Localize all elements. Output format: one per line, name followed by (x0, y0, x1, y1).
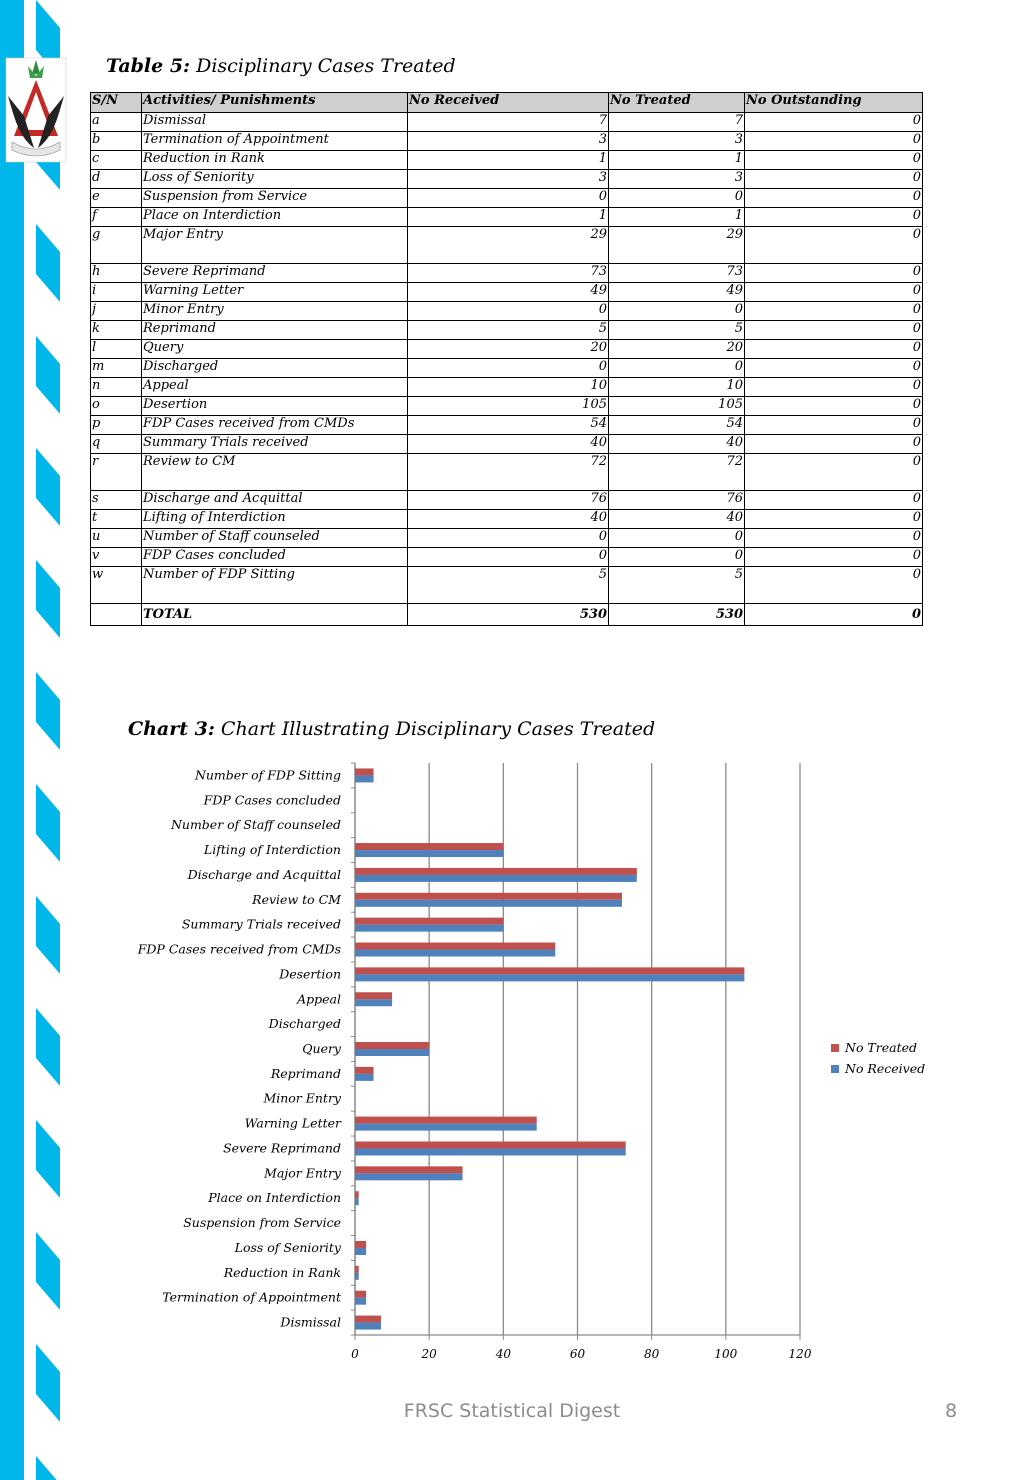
y-category-label: Dismissal (280, 1314, 341, 1330)
bar-no-treated (355, 1241, 366, 1248)
cell-activity: Lifting of Interdiction (142, 510, 408, 529)
y-category-label: Place on Interdiction (208, 1190, 341, 1206)
cell-treated: 54 (609, 416, 745, 435)
bar-no-treated (355, 893, 622, 900)
x-tick-label: 120 (788, 1347, 812, 1361)
bar-no-treated (355, 768, 374, 775)
y-category-label: Summary Trials received (181, 916, 341, 932)
cell-activity: Summary Trials received (142, 435, 408, 454)
cell-treated: 10 (609, 378, 745, 397)
table-row (91, 359, 923, 378)
x-tick-label: 80 (644, 1347, 660, 1361)
bar-no-received (355, 1248, 366, 1255)
cell-activity: Reduction in Rank (142, 151, 408, 170)
cell-activity: Suspension from Service (142, 189, 408, 208)
cell-received: 49 (408, 283, 609, 302)
cell-treated: 0 (609, 529, 745, 548)
y-category-label: Lifting of Interdiction (203, 842, 341, 858)
total-received: 530 (408, 604, 609, 626)
x-tick-label: 60 (569, 1347, 586, 1361)
bar-no-treated (355, 1042, 429, 1049)
cell-sn: g (91, 227, 142, 264)
cell-activity: Discharge and Acquittal (142, 491, 408, 510)
table-row (91, 227, 923, 264)
table-row (91, 510, 923, 529)
x-tick-label: 40 (495, 1347, 511, 1361)
table-body (91, 113, 923, 626)
total-treated: 530 (609, 604, 745, 626)
cell-received: 1 (408, 208, 609, 227)
bar-no-treated (355, 1117, 537, 1124)
bar-no-received (355, 850, 503, 857)
y-category-label: Reduction in Rank (223, 1264, 341, 1280)
bar-no-treated (355, 1141, 626, 1148)
cell-activity: Review to CM (142, 454, 408, 491)
bar-no-received (355, 775, 374, 782)
cell-treated: 40 (609, 435, 745, 454)
table-title-text: Disciplinary Cases Treated (190, 55, 456, 77)
disciplinary-cases-table (90, 92, 923, 626)
cell-sn: e (91, 189, 142, 208)
header-outstanding: No Outstanding (745, 93, 923, 113)
stripe-chevron (36, 1456, 60, 1480)
y-category-label: Major Entry (264, 1165, 341, 1181)
bar-no-treated (355, 1191, 359, 1198)
cell-received: 0 (408, 189, 609, 208)
cell-sn: r (91, 454, 142, 491)
bar-no-treated (355, 1067, 374, 1074)
cell-received: 20 (408, 340, 609, 359)
table-row (91, 567, 923, 604)
x-tick-label: 100 (714, 1347, 738, 1361)
stripe-chevron (36, 560, 60, 638)
bar-no-received (355, 875, 637, 882)
table-row (91, 340, 923, 359)
stripe-chevron (36, 448, 60, 526)
table-row (91, 132, 923, 151)
bar-no-treated (355, 1316, 381, 1323)
cell-treated: 3 (609, 132, 745, 151)
cell-treated: 0 (609, 189, 745, 208)
y-category-label: Loss of Seniority (234, 1239, 341, 1255)
stripe-chevron (36, 336, 60, 414)
legend-label: No Treated (845, 1040, 918, 1055)
bar-no-received (355, 900, 622, 907)
cell-received: 3 (408, 170, 609, 189)
bar-no-treated (355, 967, 744, 974)
cell-received: 7 (408, 113, 609, 132)
cell-treated: 105 (609, 397, 745, 416)
cell-received: 5 (408, 321, 609, 340)
table-row (91, 491, 923, 510)
cell-activity: Discharged (142, 359, 408, 378)
cell-sn: v (91, 548, 142, 567)
table-row (91, 264, 923, 283)
y-category-label: Appeal (297, 991, 341, 1007)
bar-no-treated (355, 843, 503, 850)
cell-outstanding: 0 (745, 321, 923, 340)
bar-no-treated (355, 1266, 359, 1273)
cell-outstanding: 0 (745, 435, 923, 454)
cell-treated: 20 (609, 340, 745, 359)
cell-sn: u (91, 529, 142, 548)
table-row (91, 151, 923, 170)
bar-no-received (355, 1198, 359, 1205)
cell-received: 73 (408, 264, 609, 283)
cell-sn: q (91, 435, 142, 454)
bar-no-treated (355, 1166, 463, 1173)
cell-received: 72 (408, 454, 609, 491)
table-title-prefix: Table 5: (106, 55, 191, 77)
cell-outstanding: 0 (745, 189, 923, 208)
stripe-chevron (36, 896, 60, 974)
cell-outstanding: 0 (745, 454, 923, 491)
cell-received: 40 (408, 510, 609, 529)
table-row (91, 435, 923, 454)
y-category-label: Discharge and Acquittal (187, 866, 341, 882)
bar-no-received (355, 999, 392, 1006)
cell-treated: 40 (609, 510, 745, 529)
bar-no-received (355, 1173, 463, 1180)
cell-sn: i (91, 283, 142, 302)
cell-received: 0 (408, 548, 609, 567)
table-row (91, 113, 923, 132)
y-category-label: Desertion (279, 966, 341, 982)
bar-no-received (355, 1323, 381, 1330)
y-category-label: Discharged (268, 1016, 341, 1032)
cell-sn: a (91, 113, 142, 132)
header-received: No Received (408, 93, 609, 113)
y-category-label: Number of Staff counseled (170, 817, 341, 833)
cell-sn: t (91, 510, 142, 529)
side-stripe-decoration (0, 0, 62, 1480)
chart-title (128, 718, 655, 740)
table-row (91, 302, 923, 321)
cell-received: 1 (408, 151, 609, 170)
legend-label: No Received (845, 1061, 926, 1076)
cell-outstanding: 0 (745, 416, 923, 435)
stripe-chevron (36, 1120, 60, 1198)
page-number: 8 (945, 1400, 958, 1422)
legend-swatch (831, 1065, 839, 1073)
cell-sn: p (91, 416, 142, 435)
table-title (106, 55, 456, 77)
cell-activity: Number of FDP Sitting (142, 567, 408, 604)
header-treated: No Treated (609, 93, 745, 113)
y-category-label: Termination of Appointment (162, 1289, 341, 1305)
table-row (91, 283, 923, 302)
cell-sn: h (91, 264, 142, 283)
y-category-label: FDP Cases concluded (203, 792, 341, 808)
bar-no-received (355, 1298, 366, 1305)
table-row (91, 170, 923, 189)
cell-outstanding: 0 (745, 378, 923, 397)
cell-outstanding: 0 (745, 151, 923, 170)
table-row (91, 416, 923, 435)
cell-sn: m (91, 359, 142, 378)
table-header-row (91, 93, 923, 113)
cell-sn (91, 604, 142, 626)
stripe-chevron (36, 1008, 60, 1086)
y-category-label: Warning Letter (244, 1115, 341, 1131)
footer-text: FRSC Statistical Digest (403, 1400, 621, 1422)
cell-received: 40 (408, 435, 609, 454)
cell-outstanding: 0 (745, 397, 923, 416)
cell-received: 0 (408, 302, 609, 321)
bar-no-received (355, 1148, 626, 1155)
cell-sn: o (91, 397, 142, 416)
cell-treated: 0 (609, 359, 745, 378)
cell-received: 5 (408, 567, 609, 604)
table-row (91, 321, 923, 340)
cell-activity: Dismissal (142, 113, 408, 132)
y-category-label: Severe Reprimand (223, 1140, 341, 1156)
frsc-logo (4, 56, 68, 164)
cell-outstanding: 0 (745, 359, 923, 378)
table-row (91, 454, 923, 491)
stripe-chevron (36, 1232, 60, 1310)
table-row (91, 208, 923, 227)
bar-no-received (355, 1074, 374, 1081)
bar-no-treated (355, 1291, 366, 1298)
x-tick-label: 20 (421, 1347, 437, 1361)
cell-treated: 1 (609, 151, 745, 170)
cell-outstanding: 0 (745, 227, 923, 264)
cell-treated: 7 (609, 113, 745, 132)
cell-treated: 0 (609, 302, 745, 321)
cell-treated: 5 (609, 321, 745, 340)
cell-sn: k (91, 321, 142, 340)
cell-received: 10 (408, 378, 609, 397)
y-category-label: Reprimand (270, 1065, 341, 1081)
y-category-label: Suspension from Service (183, 1215, 341, 1231)
cell-sn: j (91, 302, 142, 321)
cell-outstanding: 0 (745, 567, 923, 604)
cell-treated: 73 (609, 264, 745, 283)
cell-treated: 3 (609, 170, 745, 189)
y-category-label: Review to CM (252, 891, 341, 907)
header-sn: S/N (91, 93, 142, 113)
cell-outstanding: 0 (745, 264, 923, 283)
total-label: TOTAL (142, 604, 408, 626)
cell-received: 29 (408, 227, 609, 264)
bar-no-received (355, 1049, 429, 1056)
cell-treated: 72 (609, 454, 745, 491)
y-category-label: Query (302, 1041, 341, 1056)
cell-activity: Major Entry (142, 227, 408, 264)
table-row (91, 189, 923, 208)
bar-no-treated (355, 992, 392, 999)
cell-outstanding: 0 (745, 529, 923, 548)
cell-sn: f (91, 208, 142, 227)
cell-outstanding: 0 (745, 491, 923, 510)
cell-sn: w (91, 567, 142, 604)
bar-no-received (355, 1124, 537, 1131)
cell-activity: FDP Cases concluded (142, 548, 408, 567)
stripe-chevron (36, 224, 60, 302)
bar-no-treated (355, 943, 555, 950)
cell-received: 76 (408, 491, 609, 510)
table-total-row (91, 604, 923, 626)
cell-activity: Appeal (142, 378, 408, 397)
cell-sn: s (91, 491, 142, 510)
y-category-label: FDP Cases received from CMDs (137, 941, 341, 957)
cell-outstanding: 0 (745, 132, 923, 151)
cell-treated: 0 (609, 548, 745, 567)
cell-activity: Loss of Seniority (142, 170, 408, 189)
x-tick-label: 0 (351, 1347, 359, 1361)
bar-no-received (355, 950, 555, 957)
stripe-chevron (36, 784, 60, 862)
cell-treated: 76 (609, 491, 745, 510)
bar-no-received (355, 925, 503, 932)
table-row (91, 529, 923, 548)
cell-sn: b (91, 132, 142, 151)
cell-activity: Minor Entry (142, 302, 408, 321)
cell-activity: Place on Interdiction (142, 208, 408, 227)
cell-received: 0 (408, 529, 609, 548)
cell-activity: Query (142, 340, 408, 359)
legend-swatch (831, 1044, 839, 1052)
total-outstanding: 0 (745, 604, 923, 626)
cell-received: 105 (408, 397, 609, 416)
stripe-chevron (36, 672, 60, 750)
bar-no-received (355, 974, 744, 981)
chart-title-text: Chart Illustrating Disciplinary Cases Treated (214, 718, 656, 740)
cell-outstanding: 0 (745, 340, 923, 359)
cell-outstanding: 0 (745, 510, 923, 529)
cell-outstanding: 0 (745, 283, 923, 302)
cell-sn: n (91, 378, 142, 397)
cell-sn: l (91, 340, 142, 359)
table-row (91, 397, 923, 416)
cell-received: 54 (408, 416, 609, 435)
header-activity: Activities/ Punishments (142, 93, 408, 113)
cell-activity: Warning Letter (142, 283, 408, 302)
cell-outstanding: 0 (745, 302, 923, 321)
cell-treated: 49 (609, 283, 745, 302)
bar-no-treated (355, 918, 503, 925)
table-row (91, 548, 923, 567)
cell-activity: Reprimand (142, 321, 408, 340)
cell-treated: 1 (609, 208, 745, 227)
cell-sn: d (91, 170, 142, 189)
cell-activity: Termination of Appointment (142, 132, 408, 151)
cell-activity: Number of Staff counseled (142, 529, 408, 548)
cell-received: 3 (408, 132, 609, 151)
cell-activity: Desertion (142, 397, 408, 416)
cell-outstanding: 0 (745, 170, 923, 189)
bar-no-treated (355, 868, 637, 875)
cell-outstanding: 0 (745, 208, 923, 227)
table-row (91, 378, 923, 397)
cell-outstanding: 0 (745, 548, 923, 567)
cell-activity: Severe Reprimand (142, 264, 408, 283)
cell-treated: 5 (609, 567, 745, 604)
cell-received: 0 (408, 359, 609, 378)
cell-outstanding: 0 (745, 113, 923, 132)
y-category-label: Number of FDP Sitting (194, 767, 341, 783)
chart-title-prefix: Chart 3: (128, 718, 215, 740)
bar-no-received (355, 1273, 359, 1280)
y-category-label: Minor Entry (263, 1090, 341, 1106)
cell-treated: 29 (609, 227, 745, 264)
cell-sn: c (91, 151, 142, 170)
cell-activity: FDP Cases received from CMDs (142, 416, 408, 435)
